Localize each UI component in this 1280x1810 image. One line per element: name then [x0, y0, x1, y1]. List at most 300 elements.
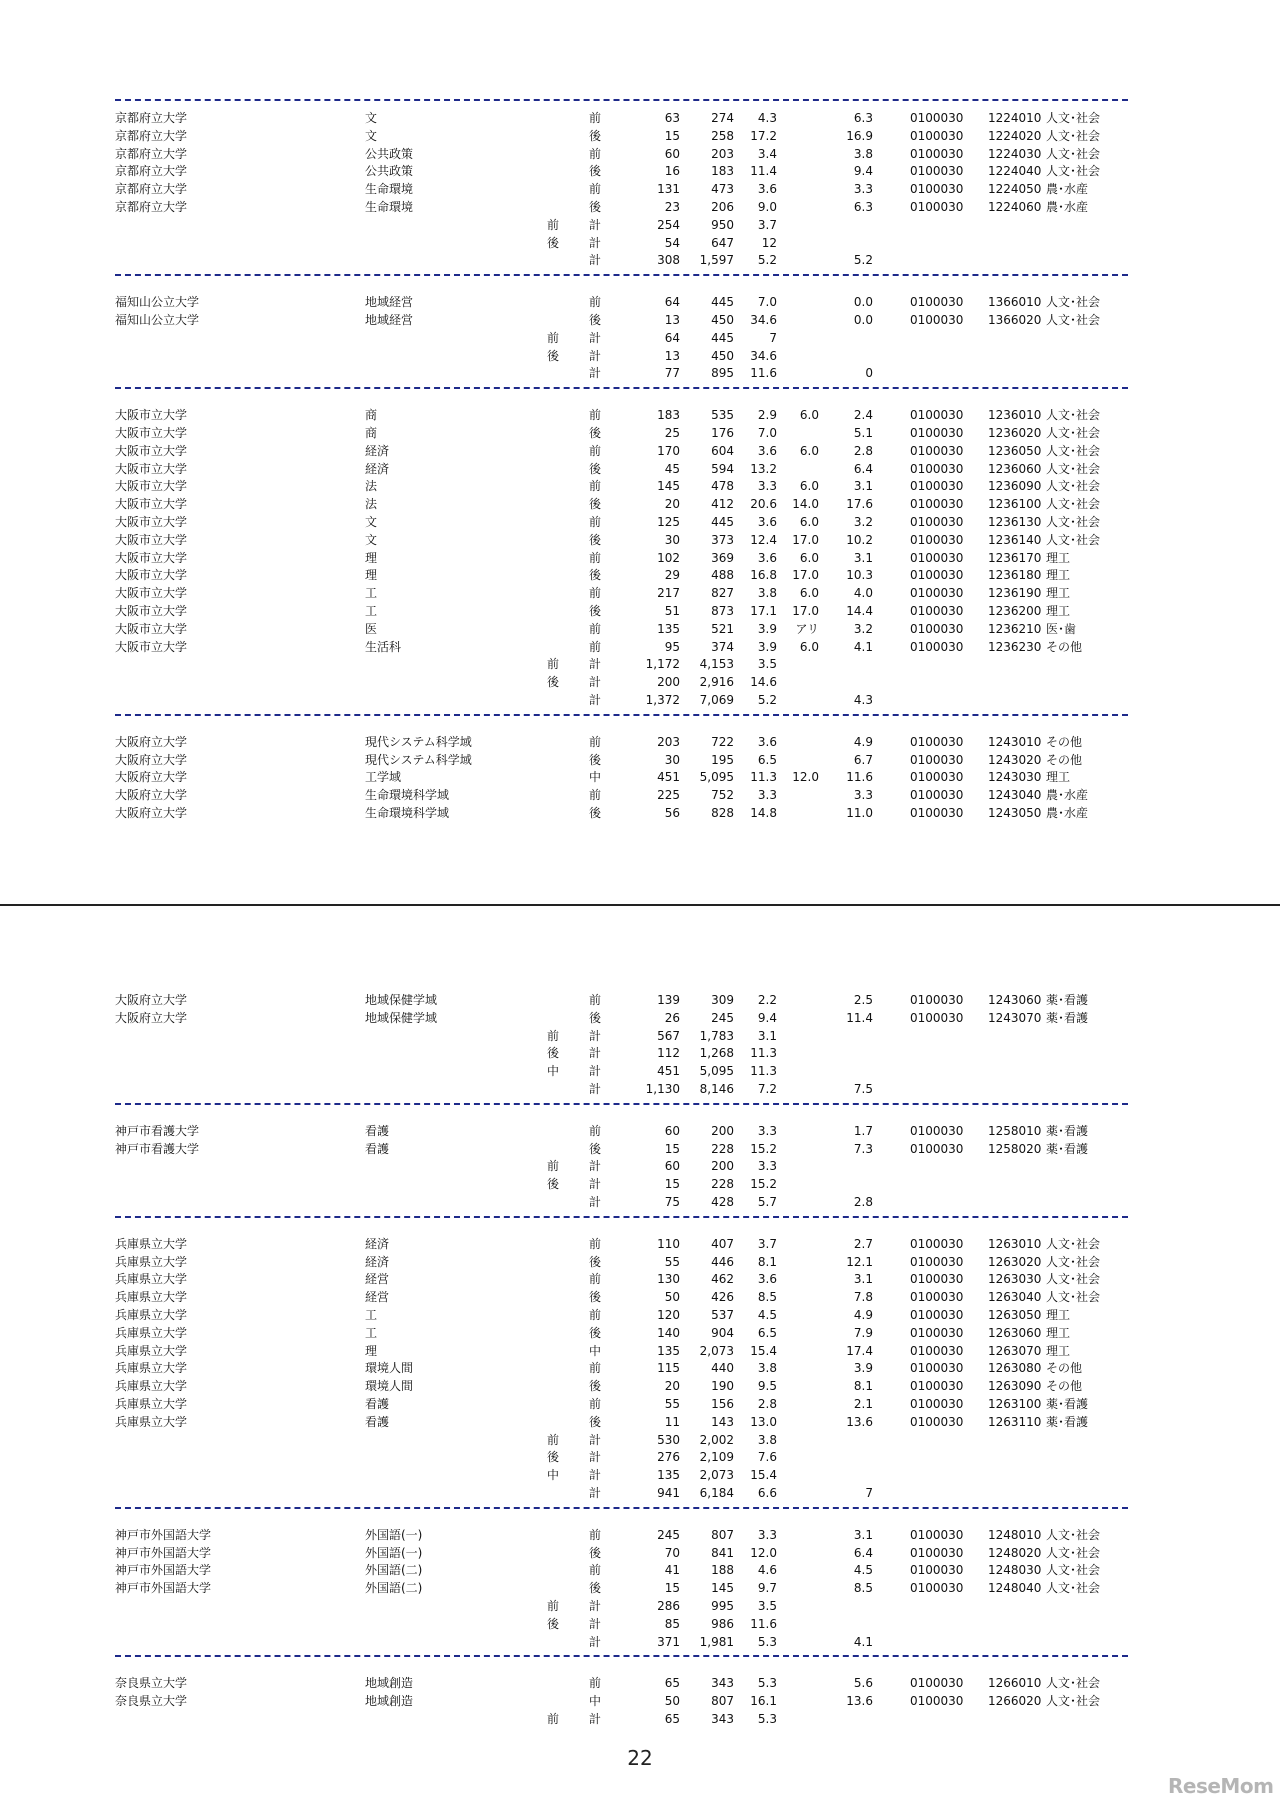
university-name-cell: 大阪市立大学: [115, 568, 188, 583]
prev-ratio-cell: 4.3: [853, 693, 873, 707]
applicants-cell: 807: [711, 1527, 734, 1542]
schedule-cell: 中: [588, 1343, 601, 1358]
ratio-extra-cell: 17.0: [792, 532, 819, 547]
applicants-cell: 440: [711, 1361, 734, 1376]
code-b-cell: 1248010: [988, 1527, 1042, 1542]
prev-ratio-cell: 3.9: [853, 1361, 873, 1376]
ratio-cell: 34.6: [750, 313, 777, 327]
schedule-cell: 後: [588, 1010, 601, 1025]
category-cell: その他: [1046, 1379, 1083, 1394]
faculty-name-cell: 生命環境科学域: [365, 806, 450, 820]
category-cell: その他: [1046, 639, 1083, 654]
faculty-name-cell: 工学域: [365, 770, 402, 785]
prev-ratio-cell: 7.8: [853, 1290, 873, 1305]
category-cell: 人文･社会: [1046, 479, 1101, 494]
code-a-cell: 0100030: [910, 461, 964, 476]
code-b-cell: 1243040: [988, 788, 1042, 803]
schedule-cell: 前: [588, 621, 601, 636]
group-mark-cell: 前: [546, 1028, 559, 1043]
ratio-cell: 5.7: [757, 1195, 777, 1209]
category-cell: その他: [1046, 734, 1083, 749]
code-b-cell: 1236190: [988, 586, 1042, 601]
subtotal-row: [0, 1044, 1280, 1062]
subtotal-row: [0, 1633, 1280, 1651]
schedule-cell: 後: [588, 806, 601, 820]
code-b-cell: 1263060: [988, 1325, 1042, 1340]
table-row: [0, 109, 1280, 127]
applicants-cell: 535: [711, 408, 734, 423]
ratio-cell: 2.9: [757, 408, 777, 423]
capacity-cell: 65: [664, 1712, 680, 1726]
university-name-cell: 兵庫県立大学: [115, 1308, 188, 1322]
faculty-name-cell: 生命環境: [365, 200, 414, 214]
schedule-cell: 前: [588, 182, 601, 197]
capacity-cell: 130: [657, 1272, 680, 1287]
prev-ratio-cell: 6.3: [853, 111, 873, 125]
code-a-cell: 0100030: [910, 1254, 964, 1269]
university-name-cell: 大阪府立大学: [115, 806, 188, 820]
schedule-cell: 後: [588, 752, 601, 767]
schedule-cell: 前: [588, 515, 601, 529]
ratio-cell: 15.2: [750, 1141, 777, 1156]
ratio-cell: 13.2: [750, 461, 777, 476]
faculty-name-cell: 工: [365, 1308, 378, 1322]
schedule-cell: 計: [588, 1486, 601, 1500]
ratio-cell: 3.6: [757, 182, 777, 197]
ratio-cell: 3.6: [757, 443, 777, 458]
university-name-cell: 神戸市外国語大学: [115, 1563, 212, 1578]
code-a-cell: 0100030: [910, 752, 964, 767]
university-name-cell: 大阪市立大学: [115, 639, 188, 654]
code-b-cell: 1263090: [988, 1379, 1042, 1394]
university-name-cell: 兵庫県立大学: [115, 1272, 188, 1287]
faculty-name-cell: 現代システム科学域: [365, 752, 472, 767]
university-name-cell: 大阪府立大学: [115, 734, 188, 749]
applicants-cell: 245: [711, 1010, 734, 1025]
group-mark-cell: 前: [546, 1432, 559, 1447]
ratio-cell: 17.1: [750, 604, 777, 618]
faculty-name-cell: 文: [365, 532, 378, 547]
university-name-cell: 大阪市立大学: [115, 461, 188, 476]
category-cell: 理工: [1046, 1325, 1071, 1340]
applicants-cell: 374: [711, 639, 734, 654]
university-name-cell: 大阪市立大学: [115, 550, 188, 565]
prev-ratio-cell: 5.2: [853, 253, 873, 268]
code-a-cell: 0100030: [910, 313, 964, 327]
category-cell: 医･歯: [1046, 621, 1077, 636]
applicants-cell: 8,146: [699, 1082, 734, 1096]
ratio-cell: 15.2: [750, 1177, 777, 1192]
code-a-cell: 0100030: [910, 1581, 964, 1596]
prev-ratio-cell: 13.6: [846, 1694, 873, 1709]
applicants-cell: 895: [711, 366, 734, 381]
faculty-name-cell: 文: [365, 111, 378, 125]
ratio-cell: 7.0: [757, 295, 777, 310]
applicants-cell: 594: [711, 461, 734, 476]
category-cell: 農･水産: [1046, 806, 1089, 820]
capacity-cell: 85: [664, 1616, 680, 1631]
prev-ratio-cell: 1.7: [853, 1123, 873, 1138]
code-b-cell: 1236050: [988, 443, 1042, 458]
table-row: [0, 1526, 1280, 1544]
ratio-extra-cell: 12.0: [792, 770, 819, 785]
prev-ratio-cell: 3.3: [853, 182, 873, 197]
ratio-cell: 3.3: [757, 1527, 777, 1542]
prev-ratio-cell: 7.3: [853, 1141, 873, 1156]
code-b-cell: 1224040: [988, 164, 1042, 179]
ratio-extra-cell: アリ: [795, 621, 819, 636]
capacity-cell: 135: [657, 1343, 680, 1358]
faculty-name-cell: 外国語(二): [365, 1581, 423, 1596]
prev-ratio-cell: 3.1: [853, 479, 873, 494]
code-b-cell: 1263110: [988, 1414, 1042, 1429]
university-name-cell: 奈良県立大学: [115, 1694, 188, 1709]
schedule-cell: 後: [588, 1379, 601, 1394]
applicants-cell: 807: [711, 1694, 734, 1709]
capacity-cell: 135: [657, 621, 680, 636]
prev-ratio-cell: 4.1: [853, 1634, 873, 1649]
ratio-extra-cell: 6.0: [799, 408, 819, 423]
subtotal-row: [0, 655, 1280, 673]
ratio-cell: 4.3: [757, 111, 777, 125]
ratio-cell: 2.2: [757, 993, 777, 1007]
schedule-cell: 前: [588, 408, 601, 423]
category-cell: 人文･社会: [1046, 408, 1101, 423]
prev-ratio-cell: 10.3: [846, 568, 873, 583]
applicants-cell: 203: [711, 146, 734, 161]
faculty-name-cell: 工: [365, 604, 378, 618]
applicants-cell: 5,095: [699, 1064, 734, 1079]
code-a-cell: 0100030: [910, 568, 964, 583]
code-b-cell: 1366010: [988, 295, 1042, 310]
category-cell: 薬･看護: [1046, 1123, 1089, 1138]
prev-ratio-cell: 3.1: [853, 1527, 873, 1542]
applicants-cell: 426: [711, 1290, 734, 1305]
prev-ratio-cell: 4.0: [853, 586, 873, 601]
faculty-name-cell: 医: [365, 621, 378, 636]
subtotal-row: [0, 691, 1280, 709]
code-a-cell: 0100030: [910, 1414, 964, 1429]
faculty-name-cell: 生命環境科学域: [365, 788, 450, 803]
ratio-cell: 5.3: [757, 1634, 777, 1649]
code-b-cell: 1236130: [988, 515, 1042, 529]
capacity-cell: 60: [664, 1123, 680, 1138]
prev-ratio-cell: 16.9: [846, 128, 873, 143]
category-cell: 薬･看護: [1046, 1414, 1089, 1429]
faculty-name-cell: 経済: [365, 461, 390, 476]
schedule-cell: 前: [588, 1361, 601, 1376]
group-mark-cell: 中: [546, 1064, 559, 1079]
code-a-cell: 0100030: [910, 550, 964, 565]
capacity-cell: 254: [657, 217, 680, 232]
code-a-cell: 0100030: [910, 408, 964, 423]
capacity-cell: 23: [664, 200, 680, 214]
schedule-cell: 後: [588, 1141, 601, 1156]
capacity-cell: 276: [657, 1450, 680, 1465]
capacity-cell: 286: [657, 1599, 680, 1613]
table-row: [0, 513, 1280, 531]
group-mark-cell: 後: [546, 1046, 559, 1061]
table-row: [0, 495, 1280, 513]
capacity-cell: 15: [664, 1141, 680, 1156]
schedule-cell: 計: [588, 675, 601, 690]
category-cell: 理工: [1046, 1343, 1071, 1358]
code-a-cell: 0100030: [910, 1123, 964, 1138]
prev-ratio-cell: 2.4: [853, 408, 873, 423]
group-mark-cell: 前: [546, 1599, 559, 1613]
schedule-cell: 計: [588, 1082, 601, 1096]
ratio-extra-cell: 6.0: [799, 479, 819, 494]
schedule-cell: 前: [588, 1676, 601, 1691]
category-cell: 人文･社会: [1046, 1236, 1101, 1251]
code-a-cell: 0100030: [910, 1325, 964, 1340]
code-a-cell: 0100030: [910, 1236, 964, 1251]
prev-ratio-cell: 9.4: [853, 164, 873, 179]
ratio-cell: 3.5: [757, 1599, 777, 1613]
capacity-cell: 112: [657, 1046, 680, 1061]
code-b-cell: 1236230: [988, 639, 1042, 654]
group-mark-cell: 後: [546, 1177, 559, 1192]
faculty-name-cell: 理: [365, 1343, 378, 1358]
category-cell: その他: [1046, 752, 1083, 767]
ratio-cell: 3.3: [757, 788, 777, 803]
prev-ratio-cell: 4.5: [853, 1563, 873, 1578]
ratio-cell: 11.6: [750, 366, 777, 381]
code-a-cell: 0100030: [910, 497, 964, 512]
schedule-cell: 計: [588, 1432, 601, 1447]
prev-ratio-cell: 2.7: [853, 1236, 873, 1251]
applicants-cell: 752: [711, 788, 734, 803]
capacity-cell: 54: [664, 235, 680, 250]
code-b-cell: 1266020: [988, 1694, 1042, 1709]
ratio-cell: 7.2: [757, 1082, 777, 1096]
group-mark-cell: 前: [546, 1712, 559, 1726]
applicants-cell: 7,069: [699, 693, 734, 707]
category-cell: 人文･社会: [1046, 1545, 1101, 1560]
ratio-cell: 9.5: [757, 1379, 777, 1394]
applicants-cell: 462: [711, 1272, 734, 1287]
prev-ratio-cell: 3.8: [853, 146, 873, 161]
subtotal-row: [0, 1027, 1280, 1045]
category-cell: 人文･社会: [1046, 1581, 1101, 1596]
section-separator: [115, 274, 1128, 276]
table-row: [0, 424, 1280, 442]
schedule-cell: 後: [588, 604, 601, 618]
faculty-name-cell: 環境人間: [365, 1361, 414, 1376]
applicants-cell: 156: [711, 1397, 734, 1411]
page-number: 22: [627, 1746, 653, 1770]
ratio-cell: 15.4: [750, 1343, 777, 1358]
schedule-cell: 計: [588, 657, 601, 672]
code-b-cell: 1236180: [988, 568, 1042, 583]
applicants-cell: 407: [711, 1236, 734, 1251]
table-row: [0, 991, 1280, 1009]
subtotal-row: [0, 1157, 1280, 1175]
faculty-name-cell: 看護: [365, 1414, 390, 1429]
schedule-cell: 後: [588, 426, 601, 440]
applicants-cell: 841: [711, 1545, 734, 1560]
faculty-name-cell: 看護: [365, 1397, 390, 1411]
category-cell: その他: [1046, 1361, 1083, 1376]
category-cell: 人文･社会: [1046, 164, 1101, 179]
capacity-cell: 145: [657, 479, 680, 494]
applicants-cell: 1,783: [699, 1028, 734, 1043]
prev-ratio-cell: 6.4: [853, 1545, 873, 1560]
schedule-cell: 計: [588, 253, 601, 268]
ratio-cell: 16.1: [750, 1694, 777, 1709]
page-break-line: [0, 904, 1280, 906]
subtotal-row: [0, 1193, 1280, 1211]
table-row: [0, 1342, 1280, 1360]
code-b-cell: 1248040: [988, 1581, 1042, 1596]
code-a-cell: 0100030: [910, 734, 964, 749]
faculty-name-cell: 経済: [365, 1236, 390, 1251]
table-row: [0, 584, 1280, 602]
subtotal-row: [0, 1080, 1280, 1098]
ratio-cell: 15.4: [750, 1468, 777, 1483]
ratio-cell: 4.5: [757, 1308, 777, 1322]
ratio-cell: 5.2: [757, 253, 777, 268]
applicants-cell: 873: [711, 604, 734, 618]
university-name-cell: 大阪市立大学: [115, 621, 188, 636]
subtotal-row: [0, 1710, 1280, 1728]
table-row: [0, 162, 1280, 180]
faculty-name-cell: 地域保健学域: [365, 993, 438, 1007]
schedule-cell: 前: [588, 639, 601, 654]
prev-ratio-cell: 3.1: [853, 1272, 873, 1287]
university-name-cell: 兵庫県立大学: [115, 1343, 188, 1358]
applicants-cell: 986: [711, 1616, 734, 1631]
faculty-name-cell: 文: [365, 128, 378, 143]
university-name-cell: 大阪市立大学: [115, 515, 188, 529]
capacity-cell: 451: [657, 770, 680, 785]
schedule-cell: 後: [588, 1325, 601, 1340]
university-name-cell: 兵庫県立大学: [115, 1325, 188, 1340]
schedule-cell: 後: [588, 1290, 601, 1305]
table-row: [0, 1413, 1280, 1431]
faculty-name-cell: 地域創造: [365, 1676, 414, 1691]
ratio-cell: 6.6: [757, 1486, 777, 1500]
university-name-cell: 福知山公立大学: [115, 295, 200, 310]
applicants-cell: 537: [711, 1308, 734, 1322]
code-a-cell: 0100030: [910, 532, 964, 547]
code-b-cell: 1224060: [988, 200, 1042, 214]
section-separator: [115, 714, 1128, 716]
code-a-cell: 0100030: [910, 164, 964, 179]
applicants-cell: 827: [711, 586, 734, 601]
capacity-cell: 135: [657, 1468, 680, 1483]
code-a-cell: 0100030: [910, 295, 964, 310]
applicants-cell: 1,597: [699, 253, 734, 268]
resemom-logo: ReseMom: [1168, 1774, 1274, 1798]
capacity-cell: 941: [657, 1486, 680, 1500]
schedule-cell: 計: [588, 1177, 601, 1192]
applicants-cell: 995: [711, 1599, 734, 1613]
faculty-name-cell: 商: [365, 426, 378, 440]
applicants-cell: 343: [711, 1676, 734, 1691]
schedule-cell: 後: [588, 461, 601, 476]
faculty-name-cell: 経営: [365, 1272, 390, 1287]
university-name-cell: 兵庫県立大学: [115, 1361, 188, 1376]
subtotal-row: [0, 347, 1280, 365]
code-b-cell: 1263020: [988, 1254, 1042, 1269]
capacity-cell: 20: [664, 497, 680, 512]
applicants-cell: 2,073: [699, 1468, 734, 1483]
ratio-cell: 12: [761, 235, 777, 250]
subtotal-row: [0, 364, 1280, 382]
code-a-cell: 0100030: [910, 1379, 964, 1394]
prev-ratio-cell: 17.4: [846, 1343, 873, 1358]
group-mark-cell: 後: [546, 1616, 559, 1631]
code-a-cell: 0100030: [910, 1361, 964, 1376]
university-name-cell: 兵庫県立大学: [115, 1236, 188, 1251]
faculty-name-cell: 工: [365, 586, 378, 601]
schedule-cell: 計: [588, 366, 601, 381]
code-a-cell: 0100030: [910, 1010, 964, 1025]
group-mark-cell: 後: [546, 348, 559, 363]
group-mark-cell: 中: [546, 1468, 559, 1483]
ratio-cell: 5.3: [757, 1676, 777, 1691]
applicants-cell: 473: [711, 182, 734, 197]
ratio-cell: 7.6: [757, 1450, 777, 1465]
ratio-extra-cell: 6.0: [799, 639, 819, 654]
ratio-cell: 14.8: [750, 806, 777, 820]
schedule-cell: 計: [588, 693, 601, 707]
prev-ratio-cell: 10.2: [846, 532, 873, 547]
ratio-cell: 3.7: [757, 1236, 777, 1251]
subtotal-row: [0, 216, 1280, 234]
code-a-cell: 0100030: [910, 1676, 964, 1691]
subtotal-row: [0, 1484, 1280, 1502]
ratio-cell: 3.3: [757, 479, 777, 494]
schedule-cell: 後: [588, 164, 601, 179]
ratio-cell: 9.7: [757, 1581, 777, 1596]
prev-ratio-cell: 6.4: [853, 461, 873, 476]
capacity-cell: 29: [664, 568, 680, 583]
applicants-cell: 373: [711, 532, 734, 547]
table-row: [0, 1359, 1280, 1377]
capacity-cell: 15: [664, 1581, 680, 1596]
applicants-cell: 445: [711, 295, 734, 310]
code-b-cell: 1243060: [988, 993, 1042, 1007]
category-cell: 人文･社会: [1046, 313, 1101, 327]
schedule-cell: 前: [588, 1397, 601, 1411]
prev-ratio-cell: 2.1: [853, 1397, 873, 1411]
applicants-cell: 258: [711, 128, 734, 143]
schedule-cell: 後: [588, 1545, 601, 1560]
ratio-cell: 6.5: [757, 752, 777, 767]
prev-ratio-cell: 5.1: [853, 426, 873, 440]
table-row: [0, 477, 1280, 495]
applicants-cell: 143: [711, 1414, 734, 1429]
applicants-cell: 6,184: [699, 1486, 734, 1500]
category-cell: 理工: [1046, 586, 1071, 601]
schedule-cell: 後: [588, 1581, 601, 1596]
capacity-cell: 63: [664, 111, 680, 125]
code-b-cell: 1224050: [988, 182, 1042, 197]
university-name-cell: 神戸市外国語大学: [115, 1545, 212, 1560]
table-row: [0, 620, 1280, 638]
schedule-cell: 計: [588, 1028, 601, 1043]
schedule-cell: 前: [588, 1563, 601, 1578]
category-cell: 農･水産: [1046, 182, 1089, 197]
applicants-cell: 176: [711, 426, 734, 440]
code-a-cell: 0100030: [910, 993, 964, 1007]
code-a-cell: 0100030: [910, 182, 964, 197]
schedule-cell: 前: [588, 1236, 601, 1251]
faculty-name-cell: 地域経営: [365, 295, 414, 310]
applicants-cell: 4,153: [699, 657, 734, 672]
